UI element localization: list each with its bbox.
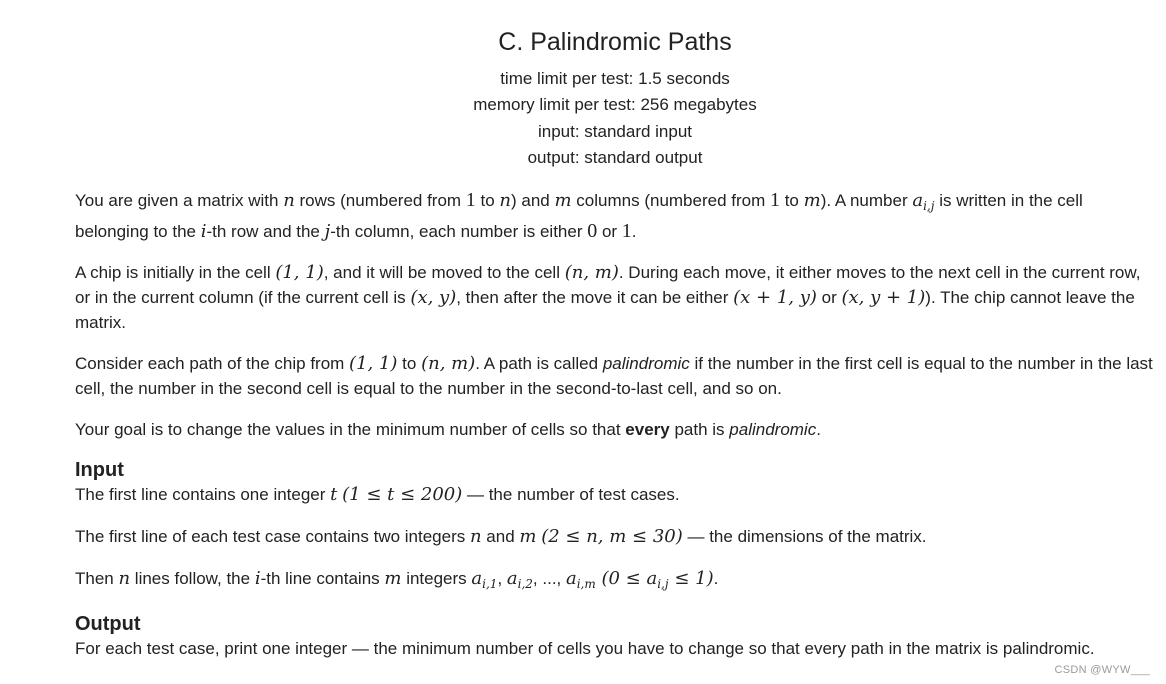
input-section-title: Input (75, 459, 124, 481)
statement-paragraph-1: You are given a matrix with n rows (numbered from 1 to n) and m columns (numbered from 1 to m). A number $a_{i,j}$ is written in the cell belonging to the i-th row and the j-th column, each number is either 0 or 1. (75, 189, 1083, 242)
problem-statement (75, 188, 1160, 458)
output-section (75, 612, 1160, 661)
statement-paragraph-2: A chip is initially in the cell (1, 1), and it will be moved to the cell (n, m). During each move, it either moves to the next cell in the current row, or in the current column (if the current cell is (x, y), then after the move it can be either (x + 1, y) or (x, y + 1)). The chip cannot leave the matrix. (75, 262, 1141, 332)
statement-paragraph-3: Consider each path of the chip from (1, 1) to (n, m). A path is called palindromic if the number in the first cell is equal to the number in the last cell, the number in the second cell is equal to the number in the second-to-last cell, and so on. (75, 353, 1153, 398)
input-section (75, 458, 1160, 614)
input-paragraph-3: Then n lines follow, the i-th line contains m integers $a_{i,1}$, $a_{i,2}$, ..., $a_{i,m}$ $(0 \le a_{i,j} \le 1)$. (75, 568, 719, 591)
watermark: CSDN @WYW___ (1054, 664, 1150, 676)
output-paragraph: For each test case, print one integer — the minimum number of cells you have to change so that every path in the matrix is palindromic. (75, 639, 1095, 658)
input-paragraph-2: The first line of each test case contains two integers n and m (2 ≤ n, m ≤ 30) — the dimensions of the matrix. (75, 526, 927, 547)
input-paragraph-1: The first line contains one integer t (1 ≤ t ≤ 200) — the number of test cases. (75, 484, 680, 505)
memory-limit: memory limit per test: 256 megabytes (473, 95, 757, 115)
output-spec: output: standard output (527, 147, 703, 167)
problem-title: C. Palindromic Paths (498, 28, 732, 56)
statement-paragraph-4: Your goal is to change the values in the minimum number of cells so that every path is palindromic. (75, 420, 821, 439)
output-section-title: Output (75, 613, 141, 635)
problem-header (0, 24, 1166, 171)
input-spec: input: standard input (537, 121, 693, 141)
time-limit: time limit per test: 1.5 seconds (500, 69, 730, 88)
